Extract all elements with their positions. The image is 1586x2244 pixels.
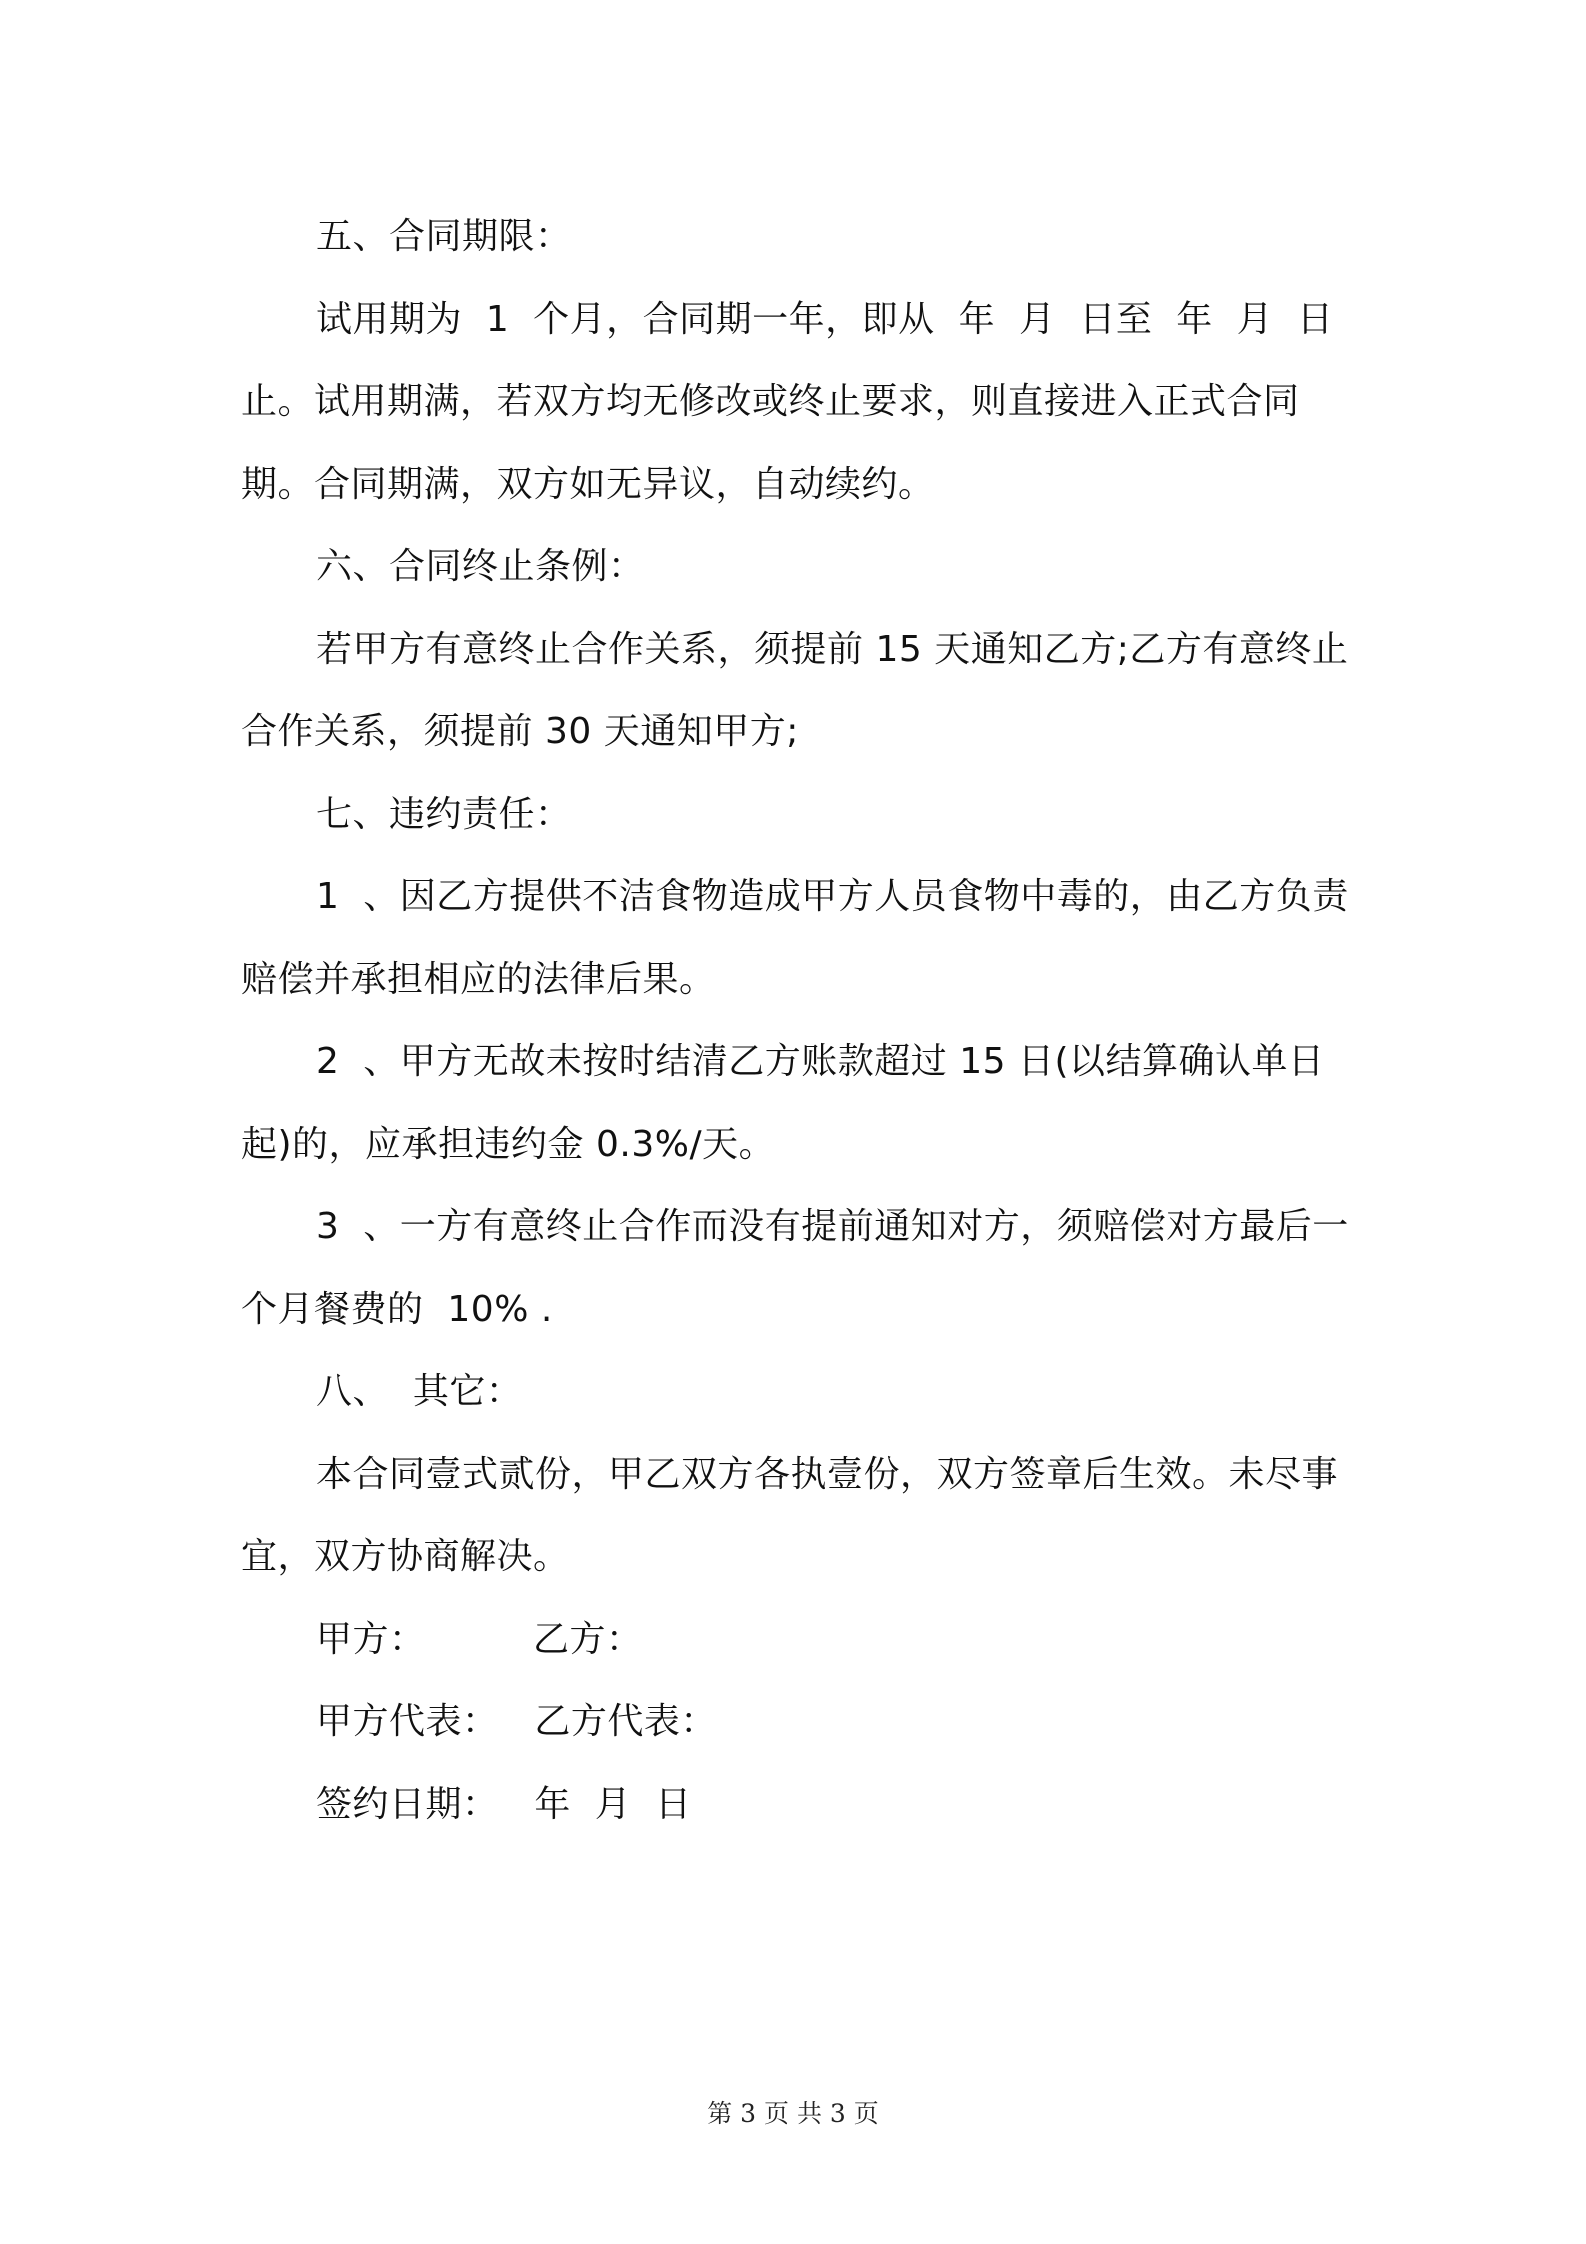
signature-representatives: 甲方代表： 乙方代表：: [316, 1701, 717, 1742]
paragraph-termination-details: 若甲方有意终止合作关系，须提前 15 天通知乙方;乙方有意终止合作关系，须提前 30 天通知甲方;: [241, 628, 1349, 752]
paragraph-term-details: 试用期为 1 个月，合同期一年，即从 年 月 日至 年 月 日止。试用期满，若双方均无修改或终止要求，则直接进入正式合同期。合同期满，双方如无异议，自动续约。: [241, 298, 1334, 505]
paragraph-liability-2: 2 、甲方无故未按时结清乙方账款超过 15 日(以结算确认单日起)的，应承担违约金 0.3%/天。: [241, 1041, 1325, 1165]
section-heading-termination: 六、合同终止条例：: [316, 546, 645, 587]
signature-parties: 甲方： 乙方：: [316, 1618, 643, 1660]
section-heading-other: 八、 其它：: [316, 1371, 523, 1412]
paragraph-liability-1: 1 、因乙方提供不洁食物造成甲方人员食物中毒的，由乙方负责赔偿并承担相应的法律后果。: [241, 876, 1349, 1000]
section-heading-liability: 七、违约责任：: [316, 793, 572, 835]
paragraph-other-details: 本合同壹式贰份，甲乙双方各执壹份，双方签章后生效。未尽事宜，双方协商解决。: [241, 1453, 1339, 1577]
section-heading-term: 五、合同期限：: [316, 216, 572, 257]
signature-date: 签约日期： 年 月 日: [316, 1783, 692, 1825]
page-footer: 第 3 页 共 3 页: [707, 2099, 879, 2128]
document-body: [241, 196, 1361, 1846]
paragraph-liability-3: 3 、一方有意终止合作而没有提前通知对方，须赔偿对方最后一个月餐费的 10% .: [241, 1206, 1349, 1330]
